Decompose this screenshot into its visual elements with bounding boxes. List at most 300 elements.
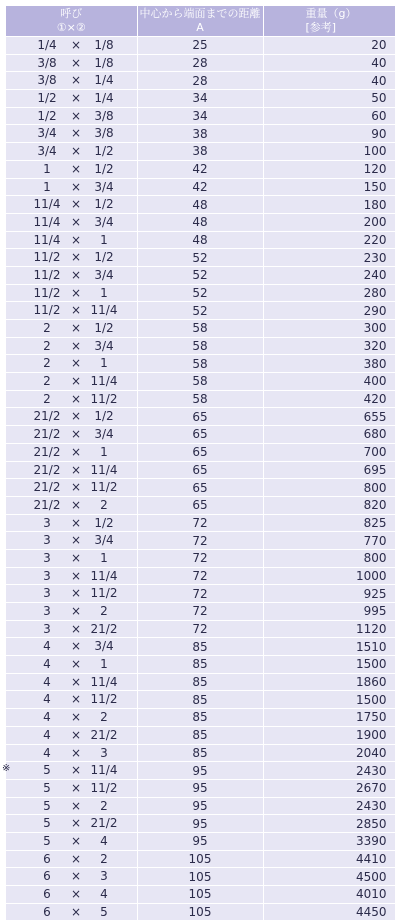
nominal-size-cell	[6, 603, 137, 621]
times-sign: ×	[70, 816, 82, 831]
size-2: 1	[100, 356, 108, 371]
size-1: 3/8	[37, 55, 57, 70]
table-row	[6, 886, 395, 904]
weight-cell: 1000	[263, 567, 395, 585]
nominal-size-cell	[6, 337, 137, 355]
size-2: 3/8	[94, 126, 114, 141]
distance-cell: 65	[137, 479, 263, 497]
weight-cell: 800	[263, 549, 395, 567]
times-sign: ×	[70, 197, 82, 212]
nominal-size-cell	[6, 443, 137, 461]
distance-cell: 72	[137, 585, 263, 603]
size-2: 11/4	[90, 763, 118, 778]
size-2: 4	[100, 833, 108, 848]
table-row	[6, 302, 395, 320]
times-sign: ×	[70, 533, 82, 548]
nominal-size-cell	[6, 37, 137, 55]
size-1: 4	[43, 639, 51, 654]
size-2: 11/4	[90, 674, 118, 689]
size-1: 11/2	[33, 250, 61, 265]
size-1: 11/2	[33, 267, 61, 282]
times-sign: ×	[70, 232, 82, 247]
table-row	[6, 691, 395, 709]
times-sign: ×	[70, 904, 82, 919]
size-2: 1/2	[94, 250, 114, 265]
distance-cell: 85	[137, 709, 263, 727]
times-sign: ×	[70, 161, 82, 176]
table-row	[6, 390, 395, 408]
times-sign: ×	[70, 38, 82, 52]
nominal-size-cell	[6, 143, 137, 161]
table-row	[6, 249, 395, 267]
weight-cell: 1860	[263, 673, 395, 691]
distance-cell: 85	[137, 656, 263, 674]
size-2: 1	[100, 657, 108, 672]
times-sign: ×	[70, 710, 82, 725]
weight-cell: 655	[263, 408, 395, 426]
size-1: 3	[43, 550, 51, 565]
size-1: 11/2	[33, 303, 61, 318]
times-sign: ×	[70, 745, 82, 760]
size-2: 11/2	[90, 391, 118, 406]
size-1: 5	[43, 780, 51, 795]
size-2: 2	[100, 710, 108, 725]
table-row	[6, 373, 395, 391]
distance-cell: 48	[137, 196, 263, 214]
table-row	[6, 231, 395, 249]
nominal-size-cell	[6, 284, 137, 302]
size-2: 2	[100, 798, 108, 813]
size-2: 11/2	[90, 480, 118, 495]
size-2: 3/4	[94, 179, 114, 194]
times-sign: ×	[70, 674, 82, 689]
distance-cell: 85	[137, 691, 263, 709]
distance-cell: 52	[137, 266, 263, 284]
nominal-size-cell	[6, 479, 137, 497]
distance-cell: 95	[137, 779, 263, 797]
times-sign: ×	[70, 250, 82, 265]
weight-cell: 240	[263, 266, 395, 284]
table-row	[6, 72, 395, 90]
size-1: 3	[43, 621, 51, 636]
table-row	[6, 408, 395, 426]
weight-cell: 150	[263, 178, 395, 196]
table-row	[6, 496, 395, 514]
nominal-size-cell	[2, 762, 137, 780]
table-row	[6, 532, 395, 550]
size-2: 3/4	[94, 267, 114, 282]
distance-cell: 38	[137, 125, 263, 143]
table-row	[6, 355, 395, 373]
nominal-size-cell	[6, 249, 137, 267]
times-sign: ×	[70, 798, 82, 813]
times-sign: ×	[70, 604, 82, 618]
table-row	[6, 514, 395, 532]
table-row	[6, 656, 395, 674]
table-row	[6, 603, 395, 621]
times-sign: ×	[70, 515, 82, 530]
table-row	[6, 266, 395, 284]
size-2: 1/2	[94, 321, 114, 335]
size-2: 2	[100, 851, 108, 866]
times-sign: ×	[70, 179, 82, 194]
weight-cell: 800	[263, 479, 395, 497]
size-2: 1/4	[94, 91, 114, 106]
distance-cell: 42	[137, 160, 263, 178]
times-sign: ×	[70, 144, 82, 159]
size-1: 4	[43, 745, 51, 760]
fitting-size-table	[2, 6, 396, 921]
weight-cell: 380	[263, 355, 395, 373]
distance-cell: 105	[137, 868, 263, 886]
table-row	[6, 585, 395, 603]
size-2: 21/2	[90, 727, 118, 742]
distance-cell: 72	[137, 620, 263, 638]
distance-cell: 34	[137, 90, 263, 108]
nominal-size-cell	[6, 886, 137, 904]
table-row	[6, 815, 395, 833]
distance-cell: 72	[137, 603, 263, 621]
size-1: 11/2	[33, 285, 61, 300]
table-row	[6, 337, 395, 355]
weight-cell: 90	[263, 125, 395, 143]
times-sign: ×	[70, 374, 82, 389]
nominal-size-cell	[6, 213, 137, 231]
size-2: 1	[100, 444, 108, 459]
header-weight: 重量（g） [参考]	[263, 6, 395, 37]
table-body	[2, 37, 395, 921]
distance-cell: 48	[137, 231, 263, 249]
times-sign: ×	[70, 303, 82, 318]
times-sign: ×	[70, 568, 82, 583]
table-row	[6, 160, 395, 178]
distance-cell: 52	[137, 284, 263, 302]
nominal-size-cell	[6, 620, 137, 638]
times-sign: ×	[70, 321, 82, 335]
times-sign: ×	[70, 869, 82, 884]
size-1: 3	[43, 533, 51, 548]
table-row	[6, 178, 395, 196]
header-center-to-end-distance: 中心から端面までの距離 A	[137, 6, 263, 37]
size-1: 2	[43, 321, 51, 335]
table-row	[6, 443, 395, 461]
table-row	[6, 284, 395, 302]
size-2: 4	[100, 887, 108, 901]
times-sign: ×	[70, 267, 82, 282]
size-1: 21/2	[33, 444, 61, 459]
weight-cell: 220	[263, 231, 395, 249]
size-1: 3	[43, 515, 51, 530]
nominal-size-cell	[6, 196, 137, 214]
times-sign: ×	[70, 780, 82, 795]
weight-cell: 4410	[263, 850, 395, 868]
weight-cell: 2670	[263, 779, 395, 797]
weight-cell: 230	[263, 249, 395, 267]
table-row	[6, 125, 395, 143]
weight-cell: 1500	[263, 691, 395, 709]
distance-cell: 95	[137, 797, 263, 815]
size-1: 1	[43, 161, 51, 176]
nominal-size-cell	[6, 320, 137, 338]
table-row	[6, 744, 395, 762]
size-2: 1/2	[94, 161, 114, 176]
distance-cell: 72	[137, 549, 263, 567]
distance-cell: 85	[137, 726, 263, 744]
table-row	[6, 90, 395, 108]
nominal-size-cell	[6, 567, 137, 585]
size-2: 11/4	[90, 568, 118, 583]
table-row	[6, 213, 395, 231]
size-1: 21/2	[33, 409, 61, 424]
distance-cell: 72	[137, 567, 263, 585]
nominal-size-cell	[6, 656, 137, 674]
size-1: 21/2	[33, 480, 61, 495]
weight-cell: 770	[263, 532, 395, 550]
weight-cell: 300	[263, 320, 395, 338]
size-1: 4	[43, 727, 51, 742]
distance-cell: 42	[137, 178, 263, 196]
distance-cell: 105	[137, 850, 263, 868]
table-header-row	[6, 6, 395, 37]
nominal-size-cell	[6, 90, 137, 108]
size-2: 1	[100, 285, 108, 300]
nominal-size-cell	[6, 231, 137, 249]
times-sign: ×	[70, 497, 82, 512]
distance-cell: 72	[137, 532, 263, 550]
nominal-size-cell	[6, 744, 137, 762]
nominal-size-cell	[6, 815, 137, 833]
weight-cell: 4500	[263, 868, 395, 886]
table-row	[6, 709, 395, 727]
size-2: 11/2	[90, 692, 118, 707]
distance-cell: 65	[137, 443, 263, 461]
size-2: 3/4	[94, 338, 114, 353]
weight-cell: 1510	[263, 638, 395, 656]
size-2: 21/2	[90, 816, 118, 831]
weight-cell: 200	[263, 213, 395, 231]
table-row	[6, 196, 395, 214]
times-sign: ×	[70, 763, 82, 778]
nominal-size-cell	[6, 797, 137, 815]
size-1: 11/4	[33, 197, 61, 212]
size-2: 1/2	[94, 144, 114, 159]
nominal-size-cell	[6, 903, 137, 921]
size-1: 21/2	[33, 497, 61, 512]
distance-cell: 65	[137, 426, 263, 444]
distance-cell: 65	[137, 461, 263, 479]
size-2: 3/4	[94, 214, 114, 229]
times-sign: ×	[70, 91, 82, 106]
size-2: 2	[100, 604, 108, 618]
times-sign: ×	[70, 887, 82, 901]
times-sign: ×	[70, 462, 82, 477]
times-sign: ×	[70, 285, 82, 300]
size-2: 11/2	[90, 780, 118, 795]
distance-cell: 52	[137, 249, 263, 267]
distance-cell: 105	[137, 903, 263, 921]
size-2: 1	[100, 232, 108, 247]
times-sign: ×	[70, 657, 82, 672]
nominal-size-cell	[6, 160, 137, 178]
nominal-size-cell	[6, 868, 137, 886]
distance-cell: 85	[137, 673, 263, 691]
distance-cell: 95	[137, 762, 263, 780]
times-sign: ×	[70, 73, 82, 88]
nominal-size-cell	[6, 496, 137, 514]
distance-cell: 95	[137, 832, 263, 850]
size-1: 6	[43, 904, 51, 919]
nominal-size-cell	[6, 390, 137, 408]
distance-cell: 65	[137, 408, 263, 426]
times-sign: ×	[70, 833, 82, 848]
nominal-size-cell	[6, 709, 137, 727]
table-row	[6, 850, 395, 868]
times-sign: ×	[70, 692, 82, 707]
weight-cell: 820	[263, 496, 395, 514]
size-2: 11/4	[90, 374, 118, 389]
nominal-size-cell	[6, 373, 137, 391]
size-1: 4	[43, 710, 51, 725]
weight-cell: 420	[263, 390, 395, 408]
size-2: 1/2	[94, 515, 114, 530]
weight-cell: 2430	[263, 797, 395, 815]
table-row	[6, 673, 395, 691]
size-2: 1	[100, 550, 108, 565]
nominal-size-cell	[6, 779, 137, 797]
weight-cell: 680	[263, 426, 395, 444]
size-2: 1/4	[94, 73, 114, 88]
distance-cell: 52	[137, 302, 263, 320]
weight-cell: 1120	[263, 620, 395, 638]
times-sign: ×	[70, 108, 82, 123]
size-1: 11/4	[33, 214, 61, 229]
size-2: 1/8	[94, 55, 114, 70]
table-row	[6, 797, 395, 815]
times-sign: ×	[70, 621, 82, 636]
weight-cell: 320	[263, 337, 395, 355]
size-1: 5	[43, 833, 51, 848]
weight-cell: 2850	[263, 815, 395, 833]
table-row	[6, 37, 395, 55]
size-2: 3/4	[94, 639, 114, 654]
nominal-size-cell	[6, 638, 137, 656]
table-row	[6, 320, 395, 338]
size-1: 11/4	[33, 232, 61, 247]
size-2: 3	[100, 869, 108, 884]
table-row	[6, 143, 395, 161]
weight-cell: 120	[263, 160, 395, 178]
nominal-size-cell	[6, 514, 137, 532]
weight-cell: 20	[263, 37, 395, 55]
size-1: 1	[43, 179, 51, 194]
table-row	[6, 461, 395, 479]
weight-cell: 995	[263, 603, 395, 621]
times-sign: ×	[70, 727, 82, 742]
nominal-size-cell	[6, 850, 137, 868]
nominal-size-cell	[6, 691, 137, 709]
distance-cell: 34	[137, 107, 263, 125]
size-1: 3/4	[37, 126, 57, 141]
table-row	[6, 903, 395, 921]
size-1: 6	[43, 869, 51, 884]
nominal-size-cell	[6, 72, 137, 90]
times-sign: ×	[70, 126, 82, 141]
weight-cell: 4010	[263, 886, 395, 904]
times-sign: ×	[70, 338, 82, 353]
weight-cell: 100	[263, 143, 395, 161]
table-row	[6, 54, 395, 72]
distance-cell: 95	[137, 815, 263, 833]
table-row	[6, 549, 395, 567]
distance-cell: 58	[137, 320, 263, 338]
times-sign: ×	[70, 639, 82, 654]
size-1: 4	[43, 657, 51, 672]
nominal-size-cell	[6, 266, 137, 284]
nominal-size-cell	[6, 549, 137, 567]
size-1: 6	[43, 887, 51, 901]
size-1: 2	[43, 374, 51, 389]
weight-cell: 40	[263, 54, 395, 72]
size-1: 3	[43, 604, 51, 618]
weight-cell: 700	[263, 443, 395, 461]
table-row	[6, 479, 395, 497]
size-1: 2	[43, 356, 51, 371]
nominal-size-cell	[6, 585, 137, 603]
size-2: 21/2	[90, 621, 118, 636]
weight-cell: 40	[263, 72, 395, 90]
nominal-size-cell	[6, 532, 137, 550]
size-1: 6	[43, 851, 51, 866]
size-1: 5	[43, 798, 51, 813]
size-1: 2	[43, 338, 51, 353]
weight-cell: 1500	[263, 656, 395, 674]
table-row	[6, 638, 395, 656]
table-row	[6, 107, 395, 125]
nominal-size-cell	[6, 302, 137, 320]
weight-cell: 2040	[263, 744, 395, 762]
weight-cell: 1750	[263, 709, 395, 727]
times-sign: ×	[70, 550, 82, 565]
size-2: 3/4	[94, 533, 114, 548]
size-2: 2	[100, 497, 108, 512]
times-sign: ×	[70, 391, 82, 406]
nominal-size-cell	[6, 125, 137, 143]
size-1: 5	[43, 763, 51, 778]
distance-cell: 58	[137, 337, 263, 355]
size-2: 11/4	[90, 303, 118, 318]
weight-cell: 825	[263, 514, 395, 532]
distance-cell: 58	[137, 373, 263, 391]
distance-cell: 105	[137, 886, 263, 904]
weight-cell: 60	[263, 107, 395, 125]
size-1: 4	[43, 692, 51, 707]
times-sign: ×	[70, 409, 82, 424]
size-1: 21/2	[33, 462, 61, 477]
weight-cell: 290	[263, 302, 395, 320]
distance-cell: 25	[137, 37, 263, 55]
size-1: 1/2	[37, 108, 57, 123]
distance-cell: 72	[137, 514, 263, 532]
distance-cell: 28	[137, 54, 263, 72]
distance-cell: 48	[137, 213, 263, 231]
nominal-size-cell	[6, 355, 137, 373]
weight-cell: 1900	[263, 726, 395, 744]
size-1: 4	[43, 674, 51, 689]
table-row	[6, 762, 395, 780]
times-sign: ×	[70, 444, 82, 459]
distance-cell: 65	[137, 496, 263, 514]
weight-cell: 400	[263, 373, 395, 391]
